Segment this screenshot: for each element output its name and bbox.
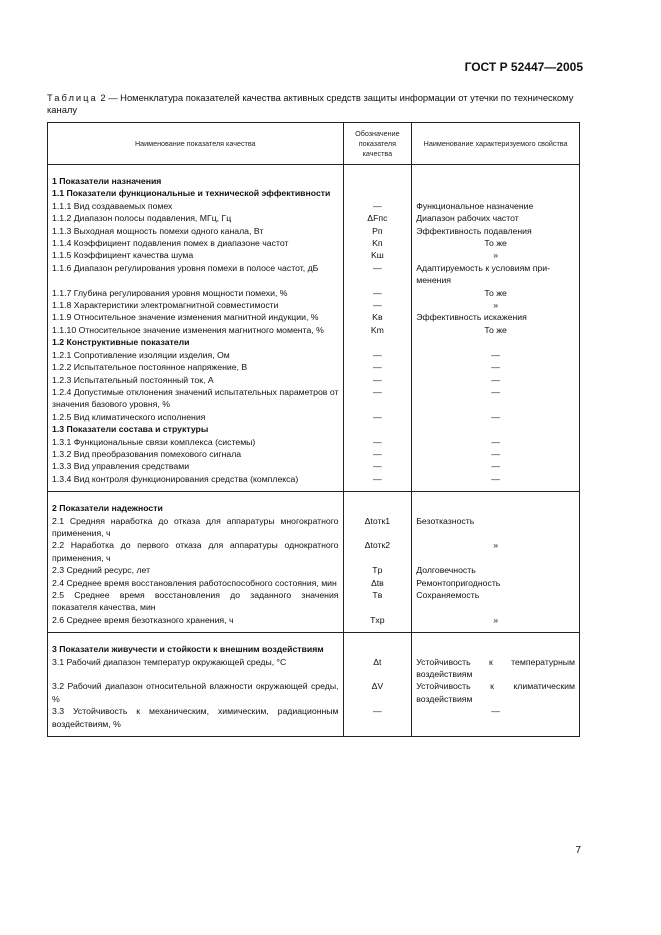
property-text: Эффективность искажения [416,312,527,323]
characterized-property [412,225,580,237]
table-row [48,680,580,705]
table-row [48,386,580,411]
indicator-symbol: Tв [343,589,412,614]
indicator-name: 1.1.9 Относительное значение изменения магнитной индукции, % [48,311,344,323]
characterized-property [412,589,580,614]
indicator-name: 2 Показатели надежности [48,492,344,515]
indicator-name: 1.1.5 Коэффициент качества шума [48,249,344,261]
indicator-symbol: — [343,448,412,460]
characterized-property [412,423,580,435]
characterized-property [412,577,580,589]
indicator-name: 1.2.5 Вид климатического исполнения [48,411,344,423]
indicator-name: 2.3 Средний ресурс, лет [48,564,344,576]
property-text: — [491,473,500,484]
indicator-name: 1.3 Показатели состава и структуры [48,423,344,435]
characterized-property [412,324,580,336]
indicator-symbol: — [343,460,412,472]
indicator-symbol: Km [343,324,412,336]
indicator-name: 2.5 Среднее время восстановления до заданного значения показателя качества, мин [48,589,344,614]
indicator-symbol [343,492,412,515]
indicator-name: 1.1 Показатели функциональные и технической эффективности [48,187,344,199]
indicator-name: 2.1 Средняя наработка до отказа для аппаратуры многократного применения, ч [48,515,344,540]
table-row [48,564,580,576]
property-text: — [491,706,500,717]
characterized-property [412,539,580,564]
property-text: Устойчивость к климатическим воздействиям [416,681,575,704]
characterized-property [412,705,580,736]
indicator-symbol: — [343,411,412,423]
indicator-name: 2.2 Наработка до первого отказа для аппаратуры однократного применения, ч [48,539,344,564]
column-header-symbol: Обозначение показателя качества [343,123,412,165]
indicator-symbol: Tхр [343,614,412,633]
characterized-property [412,349,580,361]
indicator-symbol: — [343,473,412,492]
standard-designation: ГОСТ Р 52447—2005 [464,60,583,74]
indicator-name: 1.3.4 Вид контроля функционирования средства (комплекса) [48,473,344,492]
property-text: Эффективность подавления [416,225,532,236]
indicator-name: 1.1.6 Диапазон регулирования уровня помехи в полосе частот, дБ [48,262,344,287]
indicator-symbol: ΔV [343,680,412,705]
indicator-symbol [343,165,412,188]
indicator-symbol: Δtв [343,577,412,589]
property-text: Функциональное назначение [416,200,534,211]
indicator-symbol: — [343,200,412,212]
table-row [48,515,580,540]
table-row [48,656,580,681]
table-row [48,436,580,448]
table-row [48,633,580,656]
table-row [48,262,580,287]
table-row [48,448,580,460]
indicator-name: 1.3.3 Вид управления средствами [48,460,344,472]
indicator-name: 3 Показатели живучести и стойкости к внешним воздействиям [48,633,344,656]
indicator-name: 1.1.1 Вид создаваемых помех [48,200,344,212]
indicator-name: 3.3 Устойчивость к механическим, химическим, радиационным воздействиям, % [48,705,344,736]
indicator-symbol: Pп [343,225,412,237]
quality-indicators-table [47,122,580,737]
characterized-property [412,492,580,515]
indicator-name: 1.2.2 Испытательное постоянное напряжение, В [48,361,344,373]
indicator-symbol: Δtотк1 [343,515,412,540]
property-text: » [493,250,499,261]
property-text: — [491,436,500,447]
characterized-property [412,311,580,323]
table-row [48,423,580,435]
characterized-property [412,262,580,287]
indicator-symbol: Tр [343,564,412,576]
indicator-name: 1.2.1 Сопротивление изоляции изделия, Ом [48,349,344,361]
characterized-property [412,564,580,576]
property-text: То же [484,238,507,249]
characterized-property [412,386,580,411]
indicator-symbol: — [343,374,412,386]
characterized-property [412,237,580,249]
indicator-symbol [343,423,412,435]
characterized-property [412,680,580,705]
characterized-property [412,436,580,448]
property-text: Безотказность [416,515,475,526]
indicator-symbol [343,336,412,348]
indicator-symbol: — [343,262,412,287]
characterized-property [412,448,580,460]
table-row [48,212,580,224]
property-text: — [491,374,500,385]
table-row [48,577,580,589]
characterized-property [412,411,580,423]
property-text: — [491,411,500,422]
indicator-name: 2.4 Среднее время восстановления работоспособного состояния, мин [48,577,344,589]
table-row [48,287,580,299]
table-row [48,311,580,323]
property-text: То же [484,287,507,298]
indicator-name: 1.2.3 Испытательный постоянный ток, А [48,374,344,386]
table-row [48,249,580,261]
characterized-property [412,374,580,386]
indicator-name: 2.6 Среднее время безотказного хранения, ч [48,614,344,633]
table-row [48,539,580,564]
indicator-symbol: — [343,299,412,311]
characterized-property [412,249,580,261]
indicator-name: 1.1.10 Относительное значение изменения магнитного момента, % [48,324,344,336]
characterized-property [412,299,580,311]
property-text: — [491,386,500,397]
indicator-symbol: — [343,349,412,361]
characterized-property [412,656,580,681]
property-text: Долговечность [416,565,476,576]
indicator-symbol: — [343,386,412,411]
table-row [48,492,580,515]
characterized-property [412,165,580,188]
property-text: » [493,540,499,551]
indicator-symbol: — [343,705,412,736]
table-row [48,705,580,736]
indicator-name: 1.1.7 Глубина регулирования уровня мощности помехи, % [48,287,344,299]
table-row [48,411,580,423]
property-text: — [491,362,500,373]
property-text: Адаптируемость к условиям применения [416,262,550,286]
characterized-property [412,287,580,299]
indicator-symbol: ΔFпс [343,212,412,224]
table-row [48,336,580,348]
indicator-symbol: Kш [343,249,412,261]
table-row [48,589,580,614]
property-text: » [493,614,499,625]
indicator-symbol: — [343,436,412,448]
table-row [48,200,580,212]
indicator-symbol: Δtотк2 [343,539,412,564]
property-text: — [491,448,500,459]
characterized-property [412,200,580,212]
table-row [48,374,580,386]
table-row [48,460,580,472]
characterized-property [412,361,580,373]
characterized-property [412,473,580,492]
indicator-name: 1.1.4 Коэффициент подавления помех в диапазоне частот [48,237,344,249]
table-row [48,361,580,373]
characterized-property [412,633,580,656]
column-header-property: Наименование характеризуемого свойства [412,123,580,165]
property-text: — [491,461,500,472]
table-row [48,187,580,199]
indicator-name: 1.2.4 Допустимые отклонения значений испытательных параметров от значения базового уровня, % [48,386,344,411]
characterized-property [412,515,580,540]
characterized-property [412,212,580,224]
property-text: Диапазон рабочих частот [416,213,519,224]
characterized-property [412,614,580,633]
characterized-property [412,460,580,472]
indicator-name: 1.1.3 Выходная мощность помехи одного канала, Вт [48,225,344,237]
table-row [48,614,580,633]
indicator-symbol: Kв [343,311,412,323]
indicator-name: 1 Показатели назначения [48,165,344,188]
table-row [48,299,580,311]
table-row [48,324,580,336]
indicator-symbol: — [343,361,412,373]
column-header-name: Наименование показателя качества [48,123,344,165]
table-row [48,165,580,188]
indicator-symbol: Kп [343,237,412,249]
indicator-symbol: — [343,287,412,299]
table-row [48,225,580,237]
property-text: Сохраняемость [416,590,480,600]
characterized-property [412,187,580,199]
indicator-symbol: Δt [343,656,412,681]
indicator-name: 1.1.8 Характеристики электромагнитной совместимости [48,299,344,311]
caption-label: Таблица [47,92,98,103]
characterized-property [412,336,580,348]
table-caption [47,92,585,116]
indicator-name: 1.2 Конструктивные показатели [48,336,344,348]
indicator-symbol [343,633,412,656]
table-row [48,473,580,492]
indicator-name: 3.1 Рабочий диапазон температур окружающей среды, °С [48,656,344,681]
property-text: Ремонтопригодность [416,577,501,588]
indicator-name: 1.3.2 Вид преобразования помехового сигнала [48,448,344,460]
property-text: — [491,349,500,360]
indicator-name: 1.1.2 Диапазон полосы подавления, МГц, Гц [48,212,344,224]
property-text: » [493,300,499,311]
table-header-row [48,123,580,165]
indicator-symbol [343,187,412,199]
table-row [48,237,580,249]
table-row [48,349,580,361]
caption-text: 2 — Номенклатура показателей качества активных средств защиты информации от утечки по техническому каналу [47,92,574,115]
property-text: Устойчивость к температурным воздействиям [416,656,575,680]
indicator-name: 3.2 Рабочий диапазон относительной влажности окружающей среды, % [48,680,344,705]
page-number: 7 [575,845,581,856]
property-text: То же [484,324,507,335]
indicator-name: 1.3.1 Функциональные связи комплекса (системы) [48,436,344,448]
